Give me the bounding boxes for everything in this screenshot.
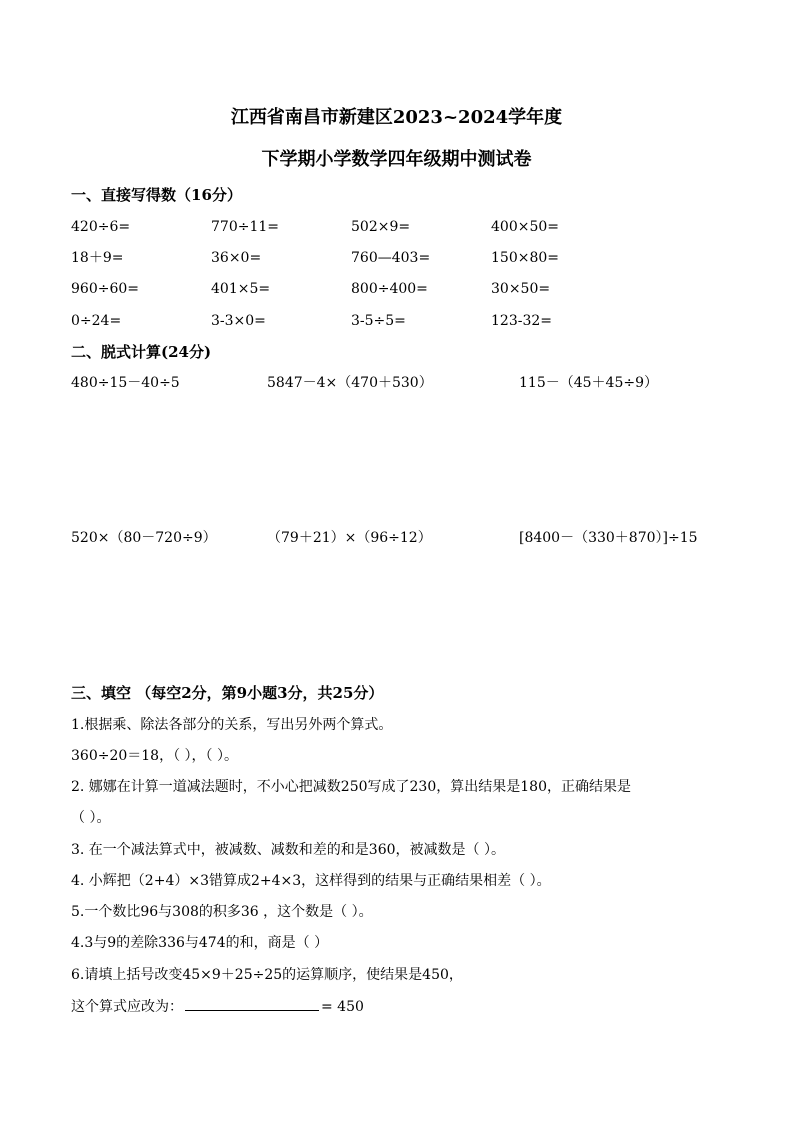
section-3-heading: 三、填空 （每空2分，第9小题3分，共25分） — [71, 684, 384, 702]
oral-calc-item: 401×5= — [211, 281, 271, 297]
step-calc-item: 115－（45＋45÷9） — [519, 375, 658, 391]
oral-calc-item: 760—403= — [351, 250, 431, 266]
oral-calc-item: 123-32= — [491, 313, 552, 329]
step-calc-row-1 — [71, 373, 731, 393]
fill-question-2: 2. 娜娜在计算一道减法题时，不小心把减数250写成了230，算出结果是180，正确结果是 — [71, 779, 631, 795]
section-2-heading: 二、脱式计算(24分) — [71, 343, 212, 361]
fill-question-5: 5.一个数比96与308的积多36 ，这个数是（ ）。 — [71, 904, 373, 920]
oral-calc-item: 0÷24= — [71, 313, 122, 329]
oral-calc-item: 800÷400= — [351, 281, 428, 297]
fill-question-1-answer-line: 360÷20＝18，（ ），（ ）。 — [71, 748, 238, 764]
section-1-heading: 一、直接写得数（16分） — [71, 186, 242, 204]
oral-calc-item: 960÷60= — [71, 281, 139, 297]
oral-calc-item: 3-3×0= — [211, 313, 266, 329]
title-line-1: 江西省南昌市新建区2023~2024学年度 — [230, 107, 563, 128]
step-calc-item: （79＋21）×（96÷12） — [267, 530, 432, 546]
fill-question-2-answer: （ ）。 — [71, 810, 111, 826]
answer-suffix: = 450 — [321, 999, 364, 1015]
oral-calc-item: 3-5÷5= — [351, 313, 406, 329]
oral-calc-item: 30×50= — [491, 281, 551, 297]
oral-calc-row-1 — [71, 217, 731, 237]
oral-calc-item: 420÷6= — [71, 219, 131, 235]
fill-question-6: 6.请填上括号改变45×9＋25÷25的运算顺序，使结果是450， — [71, 967, 463, 983]
oral-calc-row-4 — [71, 311, 731, 331]
fill-question-4: 4. 小辉把（2+4）×3错算成2+4×3，这样得到的结果与正确结果相差（ ）。 — [71, 873, 551, 889]
title-line-2: 下学期小学数学四年级期中测试卷 — [261, 149, 532, 170]
step-calc-item: 520×（80－720÷9） — [71, 530, 217, 546]
answer-prefix: 这个算式应改为： — [71, 999, 183, 1015]
fill-question-3: 3. 在一个减法算式中，被减数、减数和差的和是360，被减数是（ ）。 — [71, 842, 505, 858]
answer-blank[interactable] — [185, 996, 319, 1011]
oral-calc-item: 770÷11= — [211, 219, 279, 235]
oral-calc-item: 400×50= — [491, 219, 559, 235]
fill-question-5b: 4.3与9的差除336与474的和，商是（ ） — [71, 935, 329, 951]
oral-calc-item: 36×0= — [211, 250, 262, 266]
step-calc-row-2 — [71, 528, 731, 548]
fill-question-6-answer-line — [71, 996, 364, 1017]
oral-calc-item: 502×9= — [351, 219, 411, 235]
fill-question-1: 1.根据乘、除法各部分的关系，写出另外两个算式。 — [71, 717, 393, 733]
step-calc-item: [8400－（330＋870）]÷15 — [519, 530, 698, 546]
oral-calc-item: 150×80= — [491, 250, 559, 266]
oral-calc-item: 18＋9= — [71, 250, 124, 266]
step-calc-item: 5847－4×（470＋530） — [267, 375, 433, 391]
oral-calc-row-3 — [71, 279, 731, 299]
oral-calc-row-2 — [71, 248, 731, 268]
step-calc-item: 480÷15－40÷5 — [71, 375, 180, 391]
